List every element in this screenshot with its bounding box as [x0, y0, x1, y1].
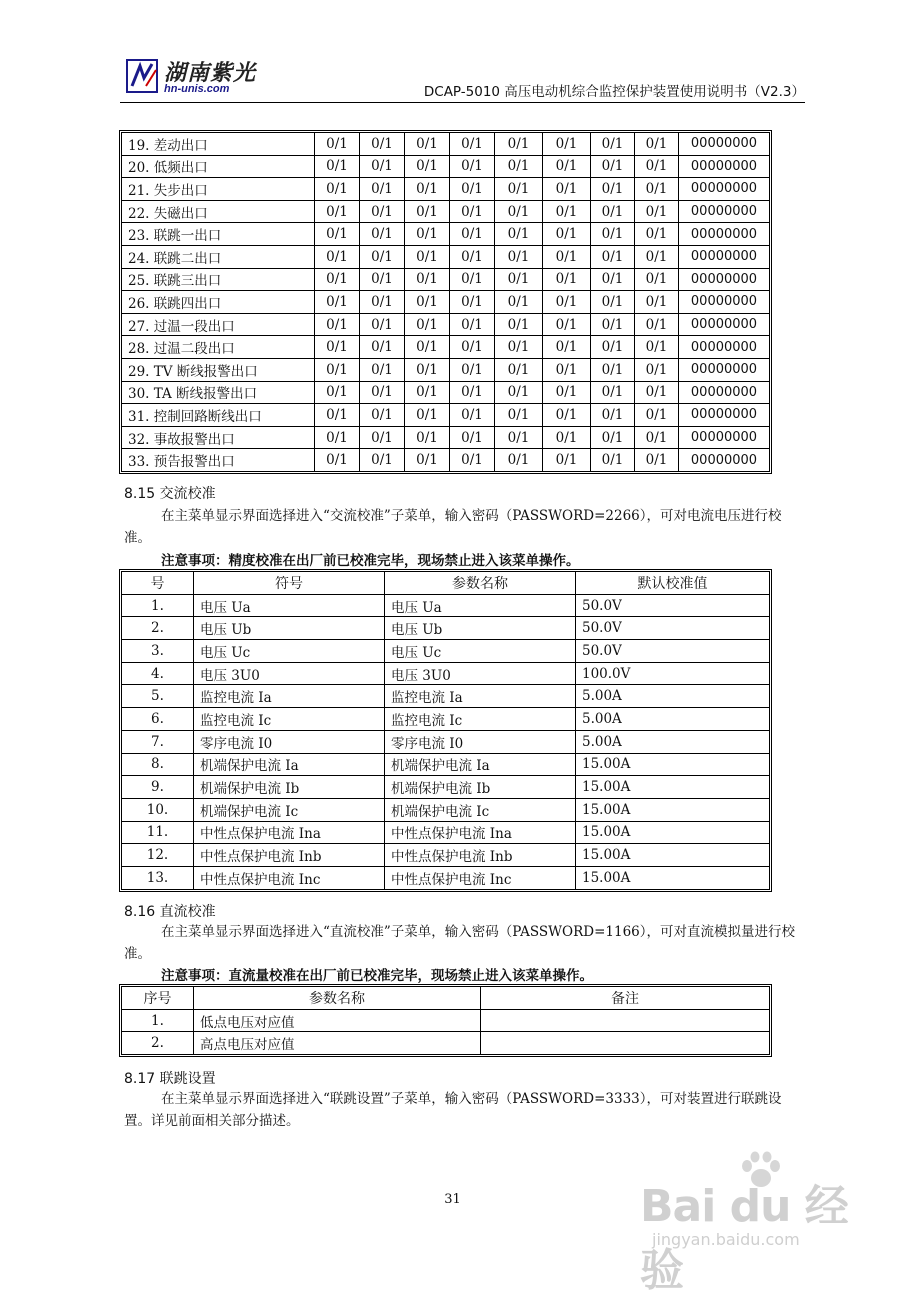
exit-code-cell: 00000000 — [679, 223, 770, 246]
exit-code-cell: 00000000 — [679, 381, 770, 404]
table-cell: 机端保护电流 Ib — [194, 776, 385, 799]
column-header: 默认校准值 — [576, 572, 770, 595]
exit-value-cell: 0/1 — [450, 268, 495, 291]
table-cell: 15.00A — [576, 798, 770, 821]
exit-name-cell: 26. 联跳四出口 — [122, 291, 315, 314]
exit-value-cell: 0/1 — [495, 200, 543, 223]
table-cell: 电压 Ua — [194, 594, 385, 617]
exit-value-cell: 0/1 — [360, 358, 405, 381]
exit-value-cell: 0/1 — [315, 155, 360, 178]
logo-mark-icon — [126, 56, 160, 96]
table-cell: 5.00A — [576, 708, 770, 731]
section-heading-dc-calibration: 8.16 直流校准 — [124, 904, 216, 920]
exit-value-cell: 0/1 — [495, 268, 543, 291]
exit-value-cell: 0/1 — [635, 336, 679, 359]
document-title: DCAP-5010 高压电动机综合监控保护装置使用说明书（V2.3） — [423, 84, 805, 100]
table-cell: 零序电流 I0 — [385, 730, 576, 753]
table-row — [122, 753, 770, 776]
ac-calibration-table — [121, 571, 770, 890]
exit-value-cell: 0/1 — [405, 336, 450, 359]
column-header: 号 — [122, 572, 194, 595]
table-cell: 中性点保护电流 Ina — [385, 821, 576, 844]
exit-value-cell: 0/1 — [635, 358, 679, 381]
table-cell: 零序电流 I0 — [194, 730, 385, 753]
exit-value-cell: 0/1 — [450, 336, 495, 359]
exit-value-cell: 0/1 — [591, 358, 635, 381]
exit-value-cell: 0/1 — [635, 200, 679, 223]
exit-value-cell: 0/1 — [405, 155, 450, 178]
exit-value-cell: 0/1 — [495, 155, 543, 178]
exit-value-cell: 0/1 — [450, 223, 495, 246]
exit-value-cell: 0/1 — [543, 358, 591, 381]
table-cell: 监控电流 Ic — [194, 708, 385, 731]
exit-value-cell: 0/1 — [543, 268, 591, 291]
table-cell: 机端保护电流 Ic — [194, 798, 385, 821]
table-cell: 低点电压对应值 — [194, 1009, 481, 1032]
table-cell: 电压 Ub — [385, 617, 576, 640]
exit-value-cell: 0/1 — [360, 223, 405, 246]
exit-name-cell: 19. 差动出口 — [122, 133, 315, 156]
exit-value-cell: 0/1 — [543, 178, 591, 201]
exit-value-cell: 0/1 — [315, 268, 360, 291]
exit-value-cell: 0/1 — [360, 133, 405, 156]
table-row — [122, 776, 770, 799]
exit-value-cell: 0/1 — [450, 245, 495, 268]
exit-value-cell: 0/1 — [450, 133, 495, 156]
table-cell: 3. — [122, 640, 194, 663]
table-header-row — [122, 572, 770, 595]
exit-value-cell: 0/1 — [360, 155, 405, 178]
exit-value-cell: 0/1 — [360, 404, 405, 427]
exit-value-cell: 0/1 — [360, 245, 405, 268]
table-row — [122, 798, 770, 821]
table-cell — [481, 1009, 770, 1032]
exit-value-cell: 0/1 — [543, 336, 591, 359]
exit-value-cell: 0/1 — [591, 200, 635, 223]
table-row — [122, 449, 770, 472]
exit-value-cell: 0/1 — [450, 358, 495, 381]
dc-calibration-table — [121, 986, 770, 1055]
table-cell: 100.0V — [576, 662, 770, 685]
exit-name-cell: 31. 控制回路断线出口 — [122, 404, 315, 427]
exit-code-cell: 00000000 — [679, 268, 770, 291]
exit-value-cell: 0/1 — [635, 223, 679, 246]
table-row — [122, 685, 770, 708]
table-cell: 15.00A — [576, 776, 770, 799]
exit-value-cell: 0/1 — [635, 291, 679, 314]
logo-website: hn-unis.com — [164, 83, 230, 95]
exit-value-cell: 0/1 — [450, 155, 495, 178]
table-cell: 12. — [122, 844, 194, 867]
table-row — [122, 313, 770, 336]
exit-code-cell: 00000000 — [679, 449, 770, 472]
table-row — [122, 268, 770, 291]
table-row — [122, 133, 770, 156]
exit-value-cell: 0/1 — [591, 291, 635, 314]
exit-value-cell: 0/1 — [405, 268, 450, 291]
table-cell: 1. — [122, 1009, 194, 1032]
exit-value-cell: 0/1 — [315, 381, 360, 404]
table-row — [122, 223, 770, 246]
exit-value-cell: 0/1 — [450, 313, 495, 336]
ac-calibration-paragraph: 在主菜单显示界面选择进入“交流校准”子菜单，输入密码（PASSWORD=2266），可对电流电压进行校准。 — [124, 508, 782, 546]
watermark — [640, 1150, 860, 1296]
exit-value-cell: 0/1 — [591, 133, 635, 156]
exit-value-cell: 0/1 — [315, 178, 360, 201]
exit-value-cell: 0/1 — [315, 404, 360, 427]
exit-code-cell: 00000000 — [679, 426, 770, 449]
exit-value-cell: 0/1 — [635, 449, 679, 472]
table-cell: 电压 Uc — [194, 640, 385, 663]
exit-value-cell: 0/1 — [495, 245, 543, 268]
exit-value-cell: 0/1 — [405, 133, 450, 156]
table-cell: 11. — [122, 821, 194, 844]
exit-value-cell: 0/1 — [360, 449, 405, 472]
exit-value-cell: 0/1 — [405, 313, 450, 336]
table-cell: 1. — [122, 594, 194, 617]
ac-calibration-note: 注意事项：精度校准在出厂前已校准完毕，现场禁止进入该菜单操作。 — [161, 553, 580, 569]
table-cell: 50.0V — [576, 617, 770, 640]
table-cell: 2. — [122, 617, 194, 640]
table-cell: 9. — [122, 776, 194, 799]
exit-value-cell: 0/1 — [543, 291, 591, 314]
table-cell: 监控电流 Ia — [385, 685, 576, 708]
exit-value-cell: 0/1 — [591, 313, 635, 336]
dc-calibration-note: 注意事项：直流量校准在出厂前已校准完毕，现场禁止进入该菜单操作。 — [161, 968, 593, 984]
exit-value-cell: 0/1 — [360, 426, 405, 449]
exit-value-cell: 0/1 — [591, 245, 635, 268]
table-row — [122, 1009, 770, 1032]
exit-value-cell: 0/1 — [450, 404, 495, 427]
table-cell: 机端保护电流 Ib — [385, 776, 576, 799]
exit-value-cell: 0/1 — [543, 313, 591, 336]
table-row — [122, 844, 770, 867]
table-cell: 15.00A — [576, 753, 770, 776]
exit-value-cell: 0/1 — [635, 268, 679, 291]
exit-code-cell: 00000000 — [679, 178, 770, 201]
exit-value-cell: 0/1 — [315, 200, 360, 223]
exit-name-cell: 28. 过温二段出口 — [122, 336, 315, 359]
exit-value-cell: 0/1 — [315, 426, 360, 449]
exit-value-cell: 0/1 — [315, 291, 360, 314]
exit-name-cell: 24. 联跳二出口 — [122, 245, 315, 268]
exit-name-cell: 21. 失步出口 — [122, 178, 315, 201]
column-header: 参数名称 — [194, 987, 481, 1010]
exit-value-cell: 0/1 — [315, 245, 360, 268]
table-row — [122, 336, 770, 359]
exit-code-cell: 00000000 — [679, 404, 770, 427]
exit-value-cell: 0/1 — [405, 223, 450, 246]
exit-value-cell: 0/1 — [495, 291, 543, 314]
exit-value-cell: 0/1 — [405, 358, 450, 381]
table-cell: 中性点保护电流 Inb — [194, 844, 385, 867]
exit-value-cell: 0/1 — [405, 178, 450, 201]
exit-value-cell: 0/1 — [360, 336, 405, 359]
table-cell: 监控电流 Ic — [385, 708, 576, 731]
exit-value-cell: 0/1 — [360, 291, 405, 314]
dc-calibration-paragraph: 在主菜单显示界面选择进入“直流校准”子菜单，输入密码（PASSWORD=1166），可对直流模拟量进行校准。 — [124, 924, 796, 962]
exit-value-cell: 0/1 — [591, 404, 635, 427]
exit-value-cell: 0/1 — [543, 133, 591, 156]
exit-value-cell: 0/1 — [543, 404, 591, 427]
exit-value-cell: 0/1 — [405, 291, 450, 314]
table-row — [122, 640, 770, 663]
exit-code-cell: 00000000 — [679, 313, 770, 336]
table-cell: 2. — [122, 1032, 194, 1055]
exit-name-cell: 29. TV 断线报警出口 — [122, 358, 315, 381]
exit-value-cell: 0/1 — [450, 178, 495, 201]
exit-value-cell: 0/1 — [495, 178, 543, 201]
table-row — [122, 1032, 770, 1055]
table-row — [122, 426, 770, 449]
exit-value-cell: 0/1 — [543, 449, 591, 472]
table-cell: 中性点保护电流 Inb — [385, 844, 576, 867]
table-cell: 机端保护电流 Ia — [385, 753, 576, 776]
exit-value-cell: 0/1 — [635, 245, 679, 268]
exit-value-cell: 0/1 — [405, 404, 450, 427]
table-row — [122, 708, 770, 731]
exit-name-cell: 23. 联跳一出口 — [122, 223, 315, 246]
table-cell: 10. — [122, 798, 194, 821]
exit-value-cell: 0/1 — [495, 133, 543, 156]
table-cell: 50.0V — [576, 594, 770, 617]
exit-value-cell: 0/1 — [495, 223, 543, 246]
exit-value-cell: 0/1 — [360, 313, 405, 336]
table-cell: 50.0V — [576, 640, 770, 663]
exit-value-cell: 0/1 — [495, 381, 543, 404]
exit-value-cell: 0/1 — [543, 426, 591, 449]
logo-chinese-name: 湖南紫光 — [164, 61, 257, 86]
exit-code-cell: 00000000 — [679, 358, 770, 381]
table-cell — [481, 1032, 770, 1055]
column-header: 参数名称 — [385, 572, 576, 595]
exit-value-cell: 0/1 — [635, 404, 679, 427]
exit-code-cell: 00000000 — [679, 291, 770, 314]
exit-value-cell: 0/1 — [450, 200, 495, 223]
table-cell: 8. — [122, 753, 194, 776]
exit-value-cell: 0/1 — [635, 155, 679, 178]
table-cell: 机端保护电流 Ic — [385, 798, 576, 821]
exit-value-cell: 0/1 — [635, 178, 679, 201]
exit-value-cell: 0/1 — [495, 426, 543, 449]
table-row — [122, 866, 770, 889]
table-cell: 13. — [122, 866, 194, 889]
exit-value-cell: 0/1 — [405, 449, 450, 472]
exit-name-cell: 32. 事故报警出口 — [122, 426, 315, 449]
exit-value-cell: 0/1 — [591, 155, 635, 178]
exit-value-cell: 0/1 — [315, 313, 360, 336]
exit-value-cell: 0/1 — [543, 200, 591, 223]
exit-value-cell: 0/1 — [543, 223, 591, 246]
exit-value-cell: 0/1 — [495, 336, 543, 359]
column-header: 序号 — [122, 987, 194, 1010]
table-row — [122, 662, 770, 685]
exit-value-cell: 0/1 — [450, 426, 495, 449]
exit-value-cell: 0/1 — [495, 313, 543, 336]
exit-value-cell: 0/1 — [405, 381, 450, 404]
exit-name-cell: 27. 过温一段出口 — [122, 313, 315, 336]
table-cell: 电压 3U0 — [194, 662, 385, 685]
table-row — [122, 617, 770, 640]
header-divider — [120, 102, 805, 103]
exit-value-cell: 0/1 — [315, 336, 360, 359]
table-cell: 5.00A — [576, 685, 770, 708]
exit-value-cell: 0/1 — [360, 200, 405, 223]
watermark-url: jingyan.baidu.com — [652, 1230, 800, 1249]
page-number: 31 — [444, 1192, 461, 1207]
table-row — [122, 821, 770, 844]
exit-value-cell: 0/1 — [543, 245, 591, 268]
link-trip-paragraph: 在主菜单显示界面选择进入“联跳设置”子菜单，输入密码（PASSWORD=3333），可对装置进行联跳设置。详见前面相关部分描述。 — [124, 1091, 782, 1129]
table-cell: 监控电流 Ia — [194, 685, 385, 708]
exit-value-cell: 0/1 — [315, 449, 360, 472]
table-cell: 5.00A — [576, 730, 770, 753]
table-cell: 电压 3U0 — [385, 662, 576, 685]
exit-name-cell: 30. TA 断线报警出口 — [122, 381, 315, 404]
exit-value-cell: 0/1 — [591, 268, 635, 291]
exit-name-cell: 25. 联跳三出口 — [122, 268, 315, 291]
exit-value-cell: 0/1 — [405, 245, 450, 268]
table-header-row — [122, 987, 770, 1010]
page-header — [0, 0, 905, 110]
exit-code-cell: 00000000 — [679, 155, 770, 178]
table-cell: 6. — [122, 708, 194, 731]
exit-value-cell: 0/1 — [450, 381, 495, 404]
table-row — [122, 178, 770, 201]
exit-value-cell: 0/1 — [635, 381, 679, 404]
table-cell: 中性点保护电流 Ina — [194, 821, 385, 844]
exit-value-cell: 0/1 — [405, 426, 450, 449]
exit-value-cell: 0/1 — [635, 133, 679, 156]
exit-code-cell: 00000000 — [679, 245, 770, 268]
exit-value-cell: 0/1 — [635, 313, 679, 336]
exit-value-cell: 0/1 — [360, 381, 405, 404]
exit-value-cell: 0/1 — [315, 133, 360, 156]
exit-code-cell: 00000000 — [679, 336, 770, 359]
table-cell: 4. — [122, 662, 194, 685]
section-heading-link-trip: 8.17 联跳设置 — [124, 1071, 216, 1087]
exit-code-cell: 00000000 — [679, 133, 770, 156]
exit-value-cell: 0/1 — [543, 155, 591, 178]
exit-value-cell: 0/1 — [495, 358, 543, 381]
column-header: 备注 — [481, 987, 770, 1010]
exit-name-cell: 22. 失磁出口 — [122, 200, 315, 223]
table-cell: 7. — [122, 730, 194, 753]
table-cell: 5. — [122, 685, 194, 708]
table-row — [122, 381, 770, 404]
exit-value-cell: 0/1 — [591, 223, 635, 246]
exit-value-cell: 0/1 — [591, 178, 635, 201]
exit-value-cell: 0/1 — [495, 404, 543, 427]
section-heading-ac-calibration: 8.15 交流校准 — [124, 486, 216, 502]
table-cell: 机端保护电流 Ia — [194, 753, 385, 776]
exit-value-cell: 0/1 — [315, 223, 360, 246]
exit-value-cell: 0/1 — [450, 449, 495, 472]
table-cell: 电压 Uc — [385, 640, 576, 663]
watermark-brand: Bai du 经验 — [640, 1181, 848, 1296]
table-cell: 电压 Ub — [194, 617, 385, 640]
column-header: 符号 — [194, 572, 385, 595]
exit-name-cell: 33. 预告报警出口 — [122, 449, 315, 472]
exit-name-cell: 20. 低频出口 — [122, 155, 315, 178]
exit-value-cell: 0/1 — [360, 178, 405, 201]
table-row — [122, 730, 770, 753]
exit-value-cell: 0/1 — [360, 268, 405, 291]
table-cell: 15.00A — [576, 821, 770, 844]
table-cell: 15.00A — [576, 844, 770, 867]
table-row — [122, 358, 770, 381]
exit-value-cell: 0/1 — [315, 358, 360, 381]
table-cell: 电压 Ua — [385, 594, 576, 617]
exit-value-cell: 0/1 — [591, 336, 635, 359]
table-row — [122, 594, 770, 617]
exit-value-cell: 0/1 — [591, 449, 635, 472]
table-cell: 中性点保护电流 Inc — [385, 866, 576, 889]
table-row — [122, 245, 770, 268]
table-row — [122, 200, 770, 223]
company-logo — [126, 56, 296, 100]
exit-value-cell: 0/1 — [405, 200, 450, 223]
exit-value-cell: 0/1 — [450, 291, 495, 314]
table-cell: 15.00A — [576, 866, 770, 889]
table-row — [122, 404, 770, 427]
exit-settings-table — [121, 132, 770, 472]
table-row — [122, 155, 770, 178]
exit-value-cell: 0/1 — [635, 426, 679, 449]
table-cell: 高点电压对应值 — [194, 1032, 481, 1055]
exit-value-cell: 0/1 — [591, 426, 635, 449]
exit-value-cell: 0/1 — [543, 381, 591, 404]
exit-value-cell: 0/1 — [495, 449, 543, 472]
exit-code-cell: 00000000 — [679, 200, 770, 223]
table-cell: 中性点保护电流 Inc — [194, 866, 385, 889]
exit-value-cell: 0/1 — [591, 381, 635, 404]
table-row — [122, 291, 770, 314]
